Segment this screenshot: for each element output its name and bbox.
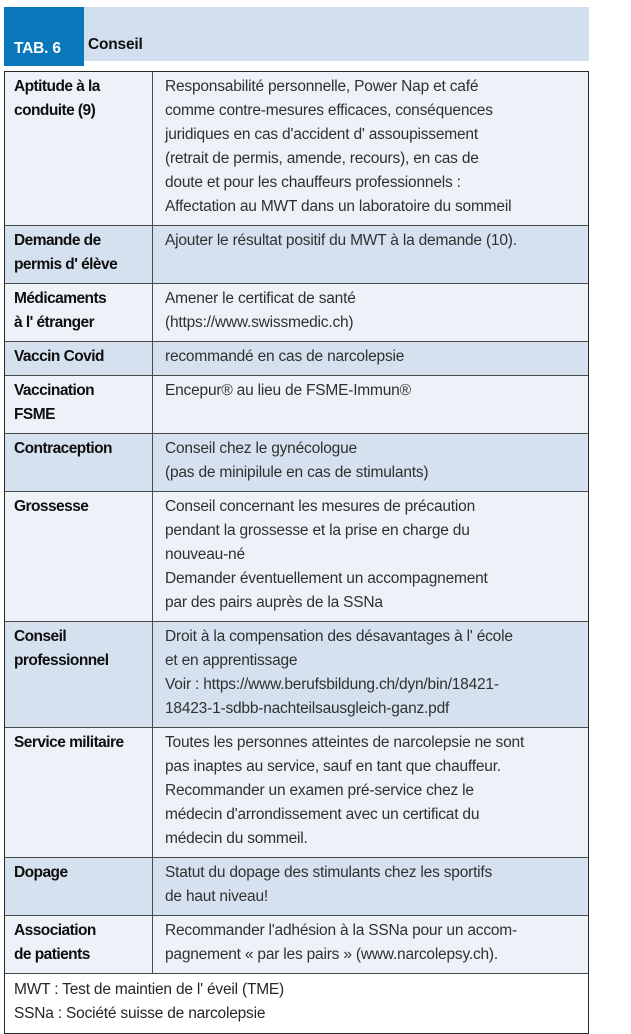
- row-topic-label: Demande de permis d' élève: [5, 226, 153, 283]
- row-topic-label: Contraception: [5, 434, 153, 491]
- row-topic-label: Association de patients: [5, 916, 153, 973]
- table-row: [5, 72, 588, 226]
- row-advice-text: Encepur® au lieu de FSME-Immun®: [165, 382, 411, 399]
- table-number-badge: TAB. 6: [4, 7, 84, 66]
- table-row: [5, 284, 588, 342]
- table-row: [5, 434, 588, 492]
- row-topic-label: Vaccin Covid: [5, 342, 153, 375]
- row-advice-text: Conseil concernant les mesures de précaution pendant la grossesse et la prise en charge du nouveau-né Demander éventuellement un accompagnement par des pairs auprès de la SSNa: [165, 498, 488, 611]
- table-row: [5, 728, 588, 858]
- table-figure: [4, 7, 589, 1034]
- row-topic-label: Grossesse: [5, 492, 153, 621]
- row-topic-label: Vaccination FSME: [5, 376, 153, 433]
- row-advice-text: recommandé en cas de narcolepsie: [165, 348, 405, 365]
- row-topic-label: Médicaments à l' étranger: [5, 284, 153, 341]
- table-header: [4, 7, 589, 61]
- row-advice-text: Recommander l'adhésion à la SSNa pour un accom- pagnement « par les pairs » (www.narcolepsy.ch).: [165, 922, 517, 963]
- table-row: [5, 916, 588, 974]
- footnote-line: SSNa : Société suisse de narcolepsie: [14, 1005, 266, 1022]
- table-row: [5, 226, 588, 284]
- table-row: [5, 376, 588, 434]
- table-row: [5, 492, 588, 622]
- table-body: [4, 71, 589, 1034]
- table-title: Conseil: [88, 36, 143, 53]
- row-advice-text: Toutes les personnes atteintes de narcolepsie ne sont pas inaptes au service, sauf en tant que chauffeur. Recommander un examen pré-service chez le médecin d'arrondissement avec un certificat du médecin du sommeil.: [165, 734, 525, 847]
- footnote-line: MWT : Test de maintien de l' éveil (TME): [14, 981, 285, 998]
- row-topic-label: Service militaire: [5, 728, 153, 857]
- table-row: [5, 342, 588, 376]
- row-advice-text: Amener le certificat de santé (https://www.swissmedic.ch): [165, 290, 356, 331]
- table-footnotes: [5, 974, 588, 1033]
- row-advice-text: Droit à la compensation des désavantages à l' école et en apprentissage Voir : https://www.berufsbildung.ch/dyn/bin/18421- 18423-1-sdbb-nachteilsausgleich-ganz.pdf: [165, 628, 513, 717]
- table-row: [5, 622, 588, 728]
- row-topic-label: Aptitude à la conduite (9): [5, 72, 153, 225]
- row-advice-text: Statut du dopage des stimulants chez les sportifs de haut niveau!: [165, 864, 493, 905]
- row-advice-text: Responsabilité personnelle, Power Nap et café comme contre-mesures efficaces, conséquences juridiques en cas d'accident d' assoupissement (retrait de permis, amende, recours), en cas de doute et pour les chauffeurs professionnels : Affectation au MWT dans un laboratoire du sommeil: [165, 78, 512, 215]
- table-row: [5, 858, 588, 916]
- row-topic-label: Conseil professionnel: [5, 622, 153, 727]
- row-advice-text: Conseil chez le gynécologue (pas de minipilule en cas de stimulants): [165, 440, 429, 481]
- row-topic-label: Dopage: [5, 858, 153, 915]
- row-advice-text: Ajouter le résultat positif du MWT à la demande (10).: [165, 232, 517, 249]
